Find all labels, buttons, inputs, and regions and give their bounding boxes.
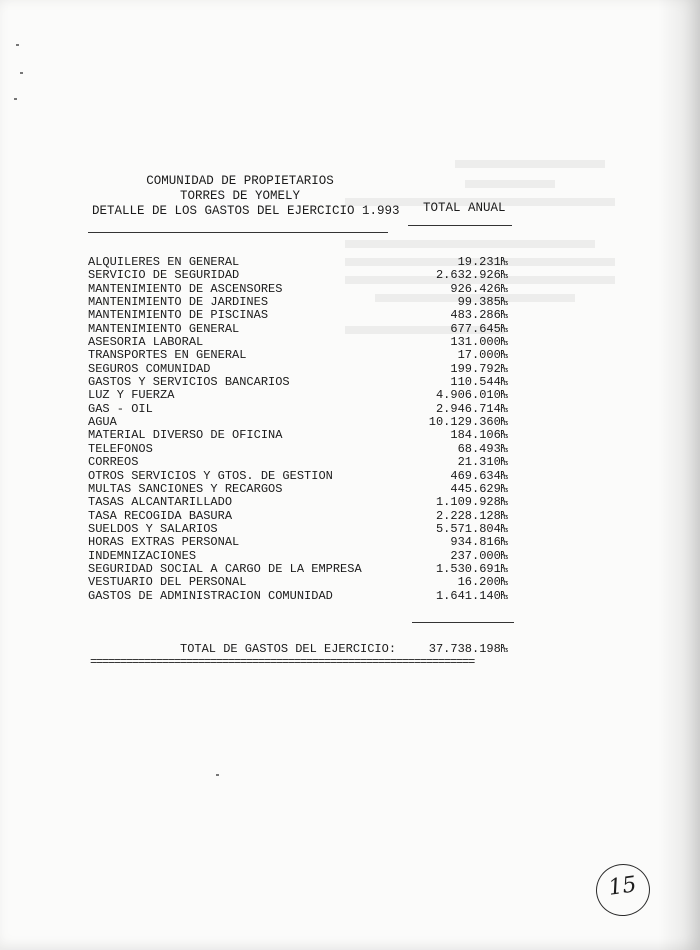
total-separator-line (412, 622, 514, 623)
expense-amount: 199.792₧ (450, 361, 508, 376)
expense-concept: TELEFONOS (88, 441, 153, 456)
expense-concept: SERVICIO DE SEGURIDAD (88, 268, 240, 283)
column-title-total-anual: TOTAL ANUAL (423, 201, 506, 215)
expense-row (88, 496, 518, 509)
paper-edge-shadow (658, 0, 700, 950)
expense-concept: MANTENIMIENTO DE ASCENSORES (88, 281, 283, 296)
expense-amount: 1.530.691₧ (435, 561, 508, 576)
title-underline (88, 232, 388, 233)
expense-concept: SEGUROS COMUNIDAD (88, 361, 211, 376)
expense-amount: 16.200₧ (457, 575, 508, 590)
building-name: TORRES DE YOMELY (179, 189, 301, 203)
expense-amount: 2.946.714₧ (435, 401, 508, 416)
expense-row (88, 429, 518, 442)
expense-concept: MANTENIMIENTO GENERAL (88, 321, 240, 336)
expense-amount: 10.129.360₧ (428, 415, 508, 430)
expense-concept: ASESORIA LABORAL (88, 335, 204, 350)
expense-row (88, 269, 518, 282)
expense-concept: TRANSPORTES EN GENERAL (88, 348, 247, 363)
expense-row (88, 403, 518, 416)
expense-row (88, 550, 518, 563)
expense-concept: HORAS EXTRAS PERSONAL (88, 535, 240, 550)
expense-row (88, 296, 518, 309)
expense-amount: 2.632.926₧ (435, 268, 508, 283)
expense-row (88, 510, 518, 523)
expense-amount: 110.544₧ (450, 375, 508, 390)
expense-concept: GASTOS Y SERVICIOS BANCARIOS (88, 375, 290, 390)
expense-amount: 21.310₧ (457, 455, 508, 470)
expense-row (88, 563, 518, 576)
expense-amount: 934.816₧ (450, 535, 508, 550)
expense-amount: 469.634₧ (450, 468, 508, 483)
expense-row (88, 483, 518, 496)
expense-row (88, 309, 518, 322)
expense-concept: OTROS SERVICIOS Y GTOS. DE GESTION (88, 468, 333, 483)
scan-speck (14, 98, 17, 100)
expense-row (88, 376, 518, 389)
scan-speck (216, 774, 219, 776)
expense-amount: 131.000₧ (450, 335, 508, 350)
expense-row (88, 349, 518, 362)
expense-row (88, 283, 518, 296)
expense-amount: 677.645₧ (450, 321, 508, 336)
expense-concept: TASAS ALCANTARILLADO (88, 495, 233, 510)
expense-concept: MATERIAL DIVERSO DE OFICINA (88, 428, 283, 443)
expense-amount: 926.426₧ (450, 281, 508, 296)
expense-concept: CORREOS (88, 455, 139, 470)
expense-concept: GASTOS DE ADMINISTRACION COMUNIDAD (88, 588, 333, 603)
expense-table (88, 256, 518, 603)
expense-amount: 445.629₧ (450, 481, 508, 496)
document-header (90, 174, 390, 204)
expense-row (88, 389, 518, 402)
expense-concept: MANTENIMIENTO DE JARDINES (88, 295, 269, 310)
expense-amount: 1.109.928₧ (435, 495, 508, 510)
expense-row (88, 443, 518, 456)
expense-amount: 4.906.010₧ (435, 388, 508, 403)
expense-amount: 99.385₧ (457, 295, 508, 310)
expense-concept: SEGURIDAD SOCIAL A CARGO DE LA EMPRESA (88, 561, 362, 576)
expense-concept: MULTAS SANCIONES Y RECARGOS (88, 481, 283, 496)
expense-row (88, 363, 518, 376)
expense-amount: 483.286₧ (450, 308, 508, 323)
double-rule: ================================================================ (90, 655, 475, 669)
expense-row (88, 456, 518, 469)
expense-concept: AGUA (88, 415, 117, 430)
expense-row (88, 336, 518, 349)
expense-row (88, 416, 518, 429)
expense-concept: ALQUILERES EN GENERAL (88, 255, 240, 269)
expense-row (88, 590, 518, 603)
expense-amount: 184.106₧ (450, 428, 508, 443)
expense-amount: 1.641.140₧ (435, 588, 508, 603)
expense-concept: INDEMNIZACIONES (88, 548, 197, 563)
expense-row (88, 323, 518, 336)
expense-concept: LUZ Y FUERZA (88, 388, 175, 403)
expense-concept: TASA RECOGIDA BASURA (88, 508, 233, 523)
handwritten-page-number (593, 860, 654, 919)
expense-concept: VESTUARIO DEL PERSONAL (88, 575, 247, 590)
expense-row (88, 576, 518, 589)
scan-speck (20, 72, 23, 74)
expense-amount: 68.493₧ (457, 441, 508, 456)
scan-speck (16, 44, 19, 46)
expense-concept: SUELDOS Y SALARIOS (88, 521, 218, 536)
expense-amount: 5.571.804₧ (435, 521, 508, 536)
expense-amount: 19.231₧ (457, 255, 508, 269)
expense-amount: 17.000₧ (457, 348, 508, 363)
expense-concept: GAS - OIL (88, 401, 153, 416)
expense-amount: 2.228.128₧ (435, 508, 508, 523)
page-number-text: 15 (606, 872, 639, 901)
total-label: TOTAL DE GASTOS DEL EJERCICIO: (180, 642, 397, 656)
total-value: 37.738.198₧ (428, 642, 508, 656)
column-title-underline (408, 225, 512, 226)
community-name: COMUNIDAD DE PROPIETARIOS (146, 174, 334, 188)
expense-row (88, 256, 518, 269)
expense-row (88, 523, 518, 536)
document-title: DETALLE DE LOS GASTOS DEL EJERCICIO 1.993 (92, 204, 400, 218)
expense-row (88, 470, 518, 483)
expense-row (88, 536, 518, 549)
expense-amount: 237.000₧ (450, 548, 508, 563)
expense-concept: MANTENIMIENTO DE PISCINAS (88, 308, 269, 323)
